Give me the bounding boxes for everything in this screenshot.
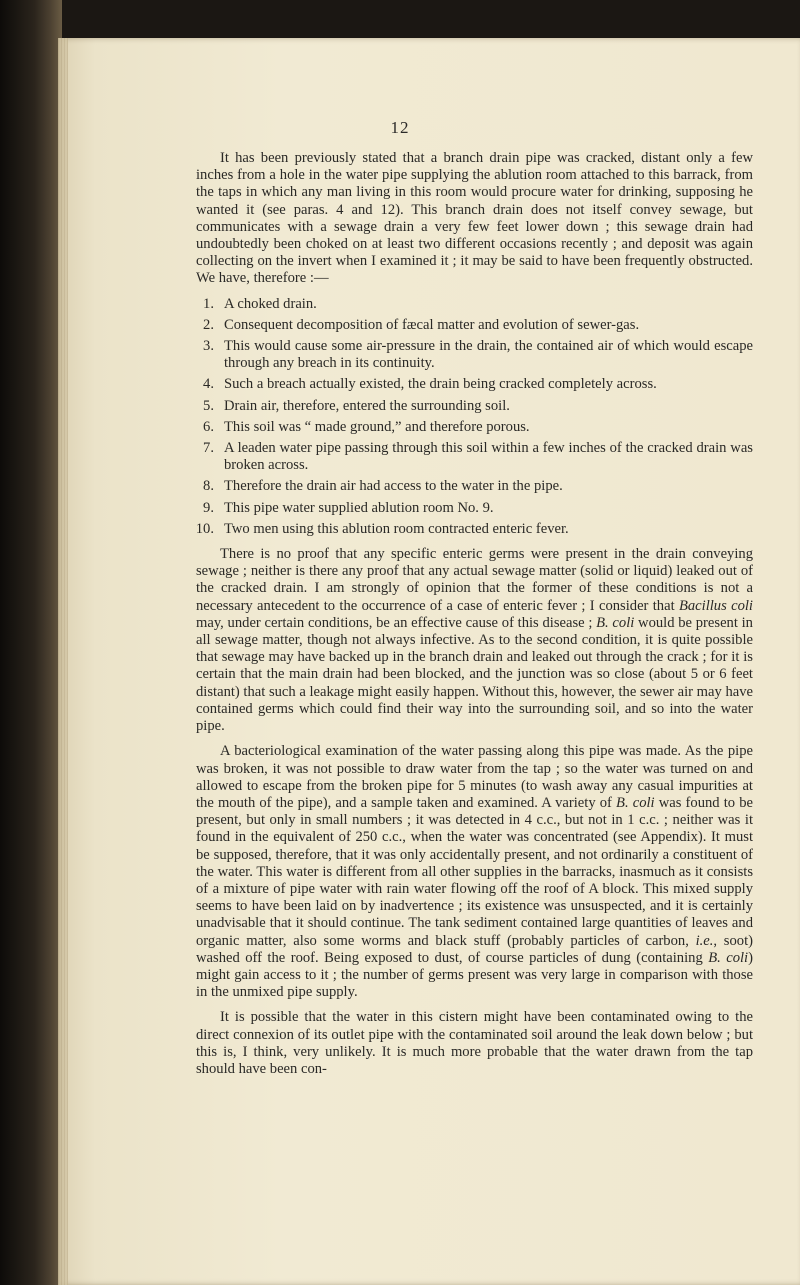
causation-list xyxy=(196,296,753,538)
list-item: 2. Consequent decomposition of fæcal matter and evolution of sewer-gas. xyxy=(203,316,640,333)
italic-term: B. coli xyxy=(708,949,749,966)
list-item: 6. This soil was “ made ground,” and therefore porous. xyxy=(203,418,530,435)
list-item: 4. Such a breach actually existed, the drain being cracked completely across. xyxy=(203,376,657,393)
list-item: 5. Drain air, therefore, entered the surrounding soil. xyxy=(203,397,510,414)
italic-term: B. coli xyxy=(616,794,655,811)
italic-term: i.e. xyxy=(695,932,714,949)
paragraph-3: A bacteriological examination of the water passing along this pipe was made. As the pipe was broken, it was not possible to draw water from the tap ; so the water was turned on and allowed to escape from the broken pipe for 5 minutes (to wash away any casual impurities at the mouth of the pipe), and a sample taken and examined. A variety of B. coli was found to be present, but only in small numbers ; it was detected in 4 c.c., but not in 1 c.c. ; neither was it found in the equivalent of 250 c.c., when the water was concentrated (see Appendix). It must be supposed, therefore, that it was only accidentally present, and not ordinarily a constituent of the water. This water is different from all other supplies in the barracks, inasmuch as it consists of a mixture of pipe water with rain water flowing off the roof of A block. This mixed supply seems to have been laid on by inadvertence ; its existence was unsuspected, and it is certainly unadvisable that it should continue. The tank sediment contained large quantities of leaves and organic matter, also some worms and black stuff (probably particles of carbon, i.e., soot) washed off the roof. Being exposed to dust, of course particles of dung (containing B. coli) might gain access to it ; the number of germs present was very large in comparison with those in the unmixed pipe supply. xyxy=(196,743,753,1001)
page-gutter-edge xyxy=(58,38,68,1285)
list-item: 10. Two men using this ablution room contracted enteric fever. xyxy=(195,520,569,537)
paragraph-1: It has been previously stated that a branch drain pipe was cracked, distant only a few inches from a hole in the water pipe supplying the ablution room attached to this barrack, from the taps in which any man living in this room would procure water for drinking, supposing he wanted it (see paras. 4 and 12). This branch drain does not itself convey sewage, but communicates with a sewage drain a very few feet lower down ; this sewage drain had undoubtedly been choked on at least two different occasions recently ; and deposit was again collecting on the invert when I examined it ; it may be said to have been frequently obstructed. We have, therefore :— xyxy=(196,150,753,287)
page-number: 12 xyxy=(390,118,410,137)
italic-term: B. coli xyxy=(596,614,635,631)
list-item: 8. Therefore the drain air had access to the water in the pipe. xyxy=(203,478,563,495)
paragraph-4: It is possible that the water in this cistern might have been contaminated owing to the direct connexion of its outlet pipe with the contaminated soil around the leak down below ; but this is, I think, very unlikely. It is much more probable that the water drawn from the tap should have been con- xyxy=(196,1009,753,1077)
book-spine xyxy=(0,0,62,1285)
list-item: 3. This would cause some air-pressure in the drain, the contained air of which would escape through any breach in its continuity. xyxy=(203,338,753,372)
paragraph-2: There is no proof that any specific enteric germs were present in the drain conveying sewage ; neither is there any proof that any actual sewage matter (solid or liquid) leaked out of the cracked drain. I am strongly of opinion that the former of these conditions is not a necessary antecedent to the occurrence of a case of enteric fever ; I consider that Bacillus coli may, under certain conditions, be an effective cause of this disease ; B. coli would be present in all sewage matter, though not always infective. As to the second condition, it is quite possible that sewage may have backed up in the branch drain and leaked out through the crack ; for it is certain that the main drain had been blocked, and the junction was so close (about 5 or 6 feet distant) that such a leakage might easily happen. Without this, however, the sewer air may have contained germs which could find their way into the surrounding soil, and so into the water pipe. xyxy=(196,546,754,735)
list-item: 7. A leaden water pipe passing through this soil within a few inches of the cracked drain was broken across. xyxy=(203,440,753,474)
list-item: 9. This pipe water supplied ablution room No. 9. xyxy=(203,499,494,516)
list-item: 1. A choked drain. xyxy=(203,295,317,312)
page-body xyxy=(196,150,753,1078)
italic-term: Bacillus coli xyxy=(678,597,753,614)
